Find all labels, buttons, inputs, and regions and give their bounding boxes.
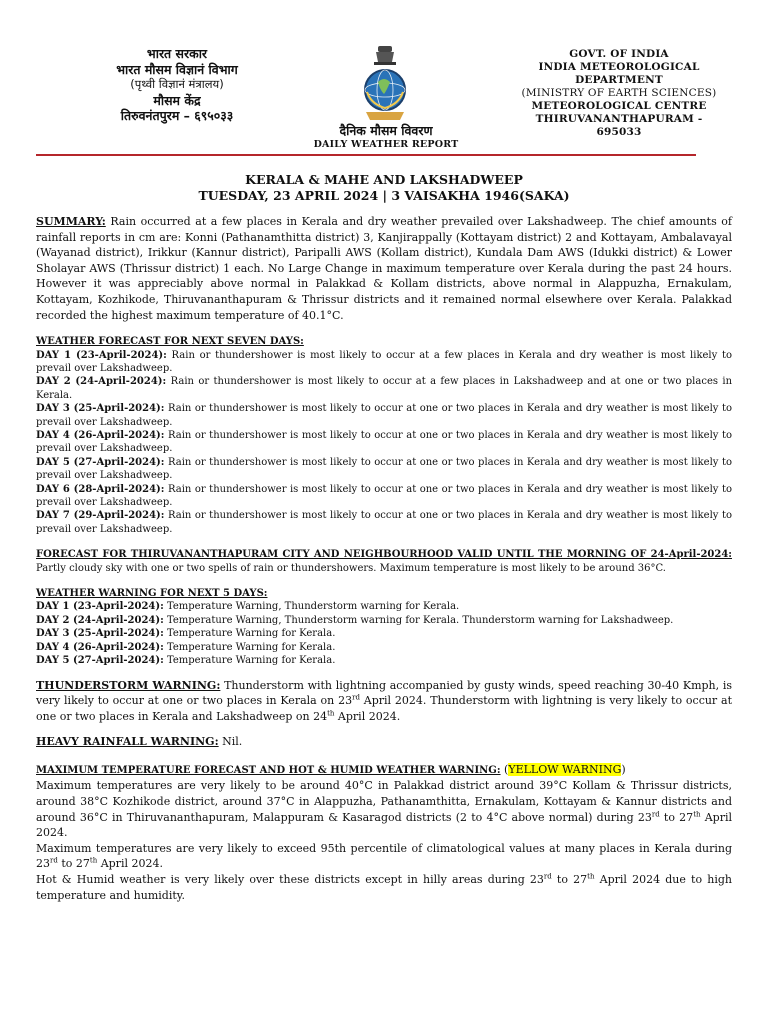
ordinal-suffix: rd [543, 872, 552, 881]
warning-day [36, 627, 732, 640]
forecast-day-label: DAY 2 (24-April-2024): [36, 376, 167, 388]
header-english-block [506, 48, 732, 139]
thunderstorm-label: THUNDERSTORM WARNING: [36, 678, 221, 692]
heavy-rainfall-section [36, 734, 732, 750]
max-temp-text: April 2024. [36, 810, 732, 840]
city-forecast-section [36, 548, 732, 575]
forecast-day-text: Rain or thundershower is most likely to occur at a few places in Kerala and dry weather is most likely to prevail over Lakshadweep. [36, 349, 733, 374]
max-temp-text: April 2024. [97, 857, 163, 871]
forecast-day-label: DAY 5 (27-April-2024): [36, 456, 165, 468]
ordinal-suffix: th [587, 872, 595, 881]
max-temperature-section [36, 762, 732, 903]
yellow-warning-badge: YELLOW WARNING [508, 762, 622, 776]
hindi-dept-line: भारत मौसम विज्ञानं विभाग [116, 61, 238, 77]
warning-day-label: DAY 3 (25-April-2024): [36, 628, 164, 640]
english-pin-line: 695033 [596, 126, 642, 138]
forecast-day [36, 402, 732, 429]
warning-day-text: Temperature Warning for Kerala. [163, 628, 336, 640]
seven-day-forecast-section [36, 335, 732, 536]
english-ministry-line: (MINISTRY OF EARTH SCIENCES) [521, 87, 717, 99]
warning-day-text: Temperature Warning for Kerala. [163, 641, 336, 653]
heavy-rainfall-label: HEAVY RAINFALL WARNING: [36, 735, 219, 749]
max-temp-paragraph-3 [36, 872, 732, 903]
warning-day [36, 654, 732, 667]
forecast-day-text: Rain or thundershower is most likely to occur at one or two places in Kerala and dry weather is most likely to prevail over Lakshadweep. [36, 430, 732, 455]
forecast-day-text: Rain or thundershower is most likely to occur at one or two places in Kerala and dry weather is most likely to prevail over Lakshadweep. [36, 456, 732, 482]
warning-day-label: DAY 5 (27-April-2024): [36, 655, 164, 667]
city-forecast-label: FORECAST FOR THIRUVANANTHAPURAM CITY AND NEIGHBOURHOOD VALID UNTIL THE MORNING OF 24-April-2024: [36, 549, 732, 561]
max-temperature-heading-line [36, 762, 732, 779]
daily-report-english: DAILY WEATHER REPORT [313, 139, 459, 150]
warning-day-label: DAY 4 (26-April-2024): [36, 641, 164, 653]
paren-close: ) [621, 762, 626, 776]
warning-day-text: Temperature Warning for Kerala. [163, 655, 336, 667]
max-temp-text: to 27 [659, 810, 694, 824]
warning-day-label: DAY 2 (24-April-2024): [36, 614, 164, 626]
forecast-day [36, 349, 732, 376]
header-hindi-block [102, 46, 252, 124]
max-temp-text: to 27 [57, 857, 90, 871]
max-temp-paragraph-1 [36, 778, 732, 840]
forecast-day-text: Rain or thundershower is most likely to occur at one or two places in Kerala and dry weather is most likely to prevail over Lakshadweep. [36, 510, 732, 535]
hindi-centre-line: मौसम केंद्र [153, 92, 201, 108]
forecast-day-label: DAY 4 (26-April-2024): [36, 430, 165, 441]
max-temperature-label: MAXIMUM TEMPERATURE FORECAST AND HOT & HUMID WEATHER WARNING: [36, 764, 501, 776]
forecast-day [36, 509, 732, 536]
english-city-line: THIRUVANANTHAPURAM - [535, 113, 703, 125]
city-forecast-line [36, 548, 732, 575]
warning-day-text: Temperature Warning, Thunderstorm warning for Kerala. Thunderstorm warning for Lakshadweep. [163, 614, 674, 626]
forecast-day-label: DAY 1 (23-April-2024): [36, 349, 167, 361]
forecast-day [36, 483, 732, 510]
max-temp-text: Hot & Humid weather is very likely over these districts except in hilly areas during 23 [36, 873, 544, 887]
daily-report-hindi: दैनिक मौसम विवरण [339, 123, 433, 138]
ordinal-suffix: rd [50, 856, 58, 865]
summary-text: Rain occurred at a few places in Kerala and dry weather prevailed over Lakshadweep. The chief amounts of rainfall reports in cm are: Konni (Pathanamthitta district) 3, Kanjirappally (Kottayam district) 2 and Kottayam, Ambalavayal (Wayanad district), Irikkur (Kannur district), Paripalli AWS (Kollam district), Kundala Dam AWS (Idukki district) & Lower Sholayar AWS (Thrissur district) 1 each. No Large Change in maximum temperature over Kerala during the past 24 hours. However it was appreciably above normal in Palakkad & Kollam districts, above normal in Alappuzha, Ernakulam, Kottayam, Kozhikode, Thiruvananthapuram & Thrissur districts and it remained normal elsewhere over Kerala. Palakkad recorded the highest maximum temperature of 40.1°C. [36, 215, 732, 322]
forecast-day [36, 456, 732, 483]
warning-day [36, 641, 732, 654]
max-temp-text: Maximum temperatures are very likely to exceed 95th percentile of climatological values at many places in Kerala during 23 [36, 841, 732, 871]
forecast-heading: WEATHER FORECAST FOR NEXT SEVEN DAYS: [36, 336, 304, 348]
forecast-day-text: Rain or thundershower is most likely to occur at a few places in Lakshadweep and at one or two places in Kerala. [36, 376, 733, 401]
warning-day-label: DAY 1 (23-April-2024): [36, 601, 164, 613]
max-temp-text: to 27 [551, 873, 588, 887]
warning-day-text: Temperature Warning, Thunderstorm warning for Kerala. [163, 601, 460, 613]
max-temp-text: Maximum temperatures are very likely to be around 40°C in Palakkad district around 39°C Kollam & Thrissur districts, around 38°C Kozhikode district, around 37°C in Alappuzha, Pathanamthitta, Ernakulam, Kottayam & Kannur districts and around 36°C in Thiruvananthapuram, Malappuram & Kasaragod districts (2 to 4°C above normal) during 23 [36, 779, 732, 824]
ordinal-suffix: rd [651, 810, 660, 818]
english-dept-line2: DEPARTMENT [575, 74, 663, 86]
ordinal-suffix: th [693, 810, 701, 818]
thunderstorm-text: Thunderstorm with lightning accompanied by gusty winds, speed reaching 30-40 Kmph, is very likely to occur at one or two places in Kerala on 23 [36, 678, 732, 708]
hindi-city-line: तिरुवनंतपुरम – ६९५०३३ [120, 108, 234, 123]
warning-day [36, 614, 732, 627]
english-govt-line: GOVT. OF INDIA [569, 48, 669, 60]
forecast-day-text: Rain or thundershower is most likely to occur at one or two places in Kerala and dry weather is most likely to prevail over Lakshadweep. [36, 483, 732, 509]
five-day-warning-section [36, 587, 732, 667]
header-center-block [286, 124, 486, 152]
region-title: KERALA & MAHE AND LAKSHADWEEP [245, 172, 523, 187]
forecast-day-label: DAY 6 (28-April-2024): [36, 483, 165, 495]
date-title: TUESDAY, 23 APRIL 2024 | 3 VAISAKHA 1946(SAKA) [198, 188, 570, 203]
thunderstorm-text: April 2024. [334, 709, 401, 723]
ordinal-suffix: th [327, 709, 335, 718]
forecast-day-text: Rain or thundershower is most likely to occur at one or two places in Kerala and dry weather is most likely to prevail over Lakshadweep. [36, 403, 732, 428]
english-centre-line: METEOROLOGICAL CENTRE [531, 100, 707, 112]
forecast-day-label: DAY 7 (29-April-2024): [36, 510, 165, 522]
paren-open: ( [500, 762, 509, 776]
english-dept-line1: INDIA METEOROLOGICAL [538, 61, 700, 73]
hindi-govt-line: भारत सरकार [146, 46, 208, 61]
weather-report-page [36, 40, 732, 903]
report-title [36, 172, 732, 204]
forecast-day [36, 429, 732, 456]
imd-emblem-icon [358, 44, 412, 122]
ordinal-suffix: th [89, 856, 98, 865]
ordinal-suffix: rd [352, 693, 360, 702]
thunderstorm-text: April 2024. Thunderstorm with lightning is very likely to occur at one or two places in Kerala and Lakshadweep on 24 [36, 694, 733, 723]
max-temp-paragraph-2 [36, 841, 732, 872]
summary-label: SUMMARY: [36, 215, 106, 228]
forecast-day-label: DAY 3 (25-April-2024): [36, 403, 165, 415]
header-divider [36, 154, 696, 156]
thunderstorm-section [36, 678, 732, 725]
forecast-day [36, 375, 732, 402]
warning-heading: WEATHER WARNING FOR NEXT 5 DAYS: [36, 588, 268, 600]
summary-section [36, 214, 732, 323]
max-temp-text: April 2024 due to high temperature and humidity. [36, 873, 732, 902]
warning-day [36, 600, 732, 613]
heavy-rainfall-text: Nil. [218, 735, 243, 749]
report-header [36, 40, 732, 156]
city-forecast-text: Partly cloudy sky with one or two spells of rain or thundershowers. Maximum temperature is most likely to be around 36°C. [36, 562, 666, 574]
hindi-ministry-line: (पृथ्वी विज्ञानं मंत्रालय) [130, 77, 224, 91]
